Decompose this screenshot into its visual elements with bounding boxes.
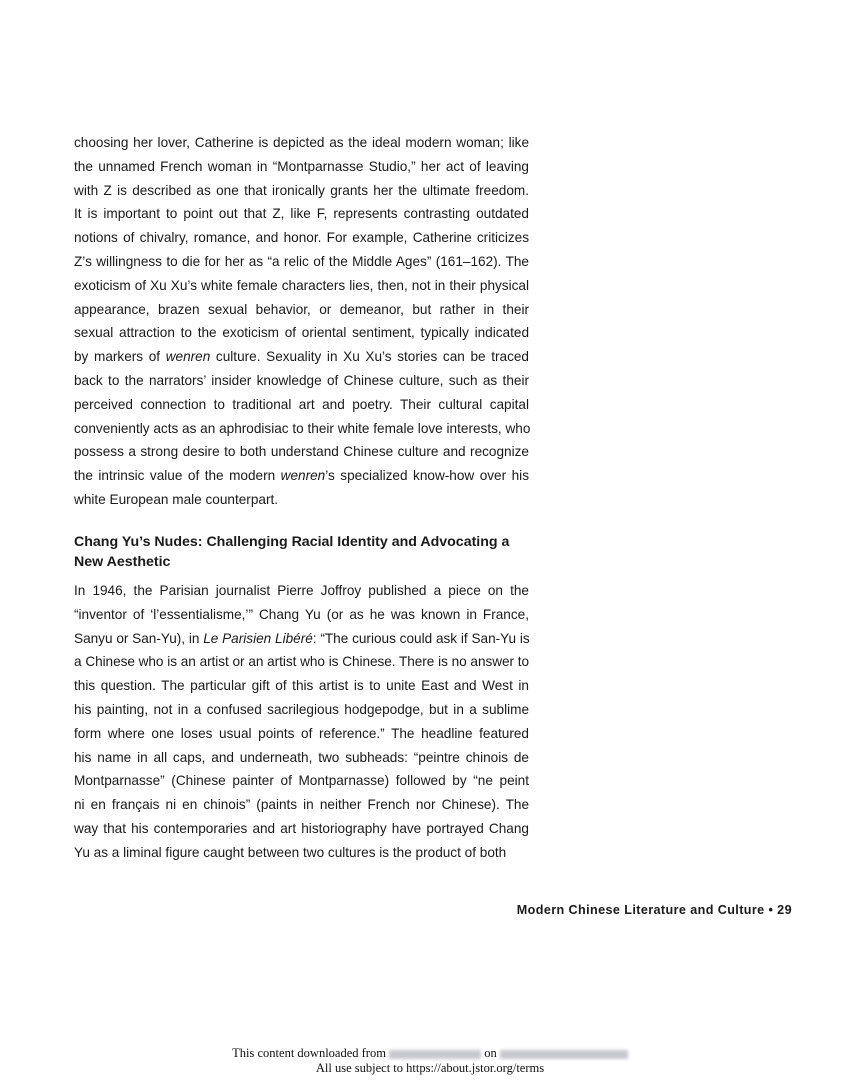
text-line: [74, 603, 529, 627]
text-line: [74, 488, 529, 512]
text-line: [74, 722, 529, 746]
text-line: [74, 393, 529, 417]
text-line: [74, 417, 529, 441]
text-segment: conveniently acts as an aphrodisiac to their white female love interests, who: [74, 420, 531, 436]
text-segment: choosing her lover, Catherine is depicted as the ideal modern woman; like: [74, 135, 529, 150]
download-notice: [0, 1046, 860, 1061]
text-line: [74, 746, 529, 770]
download-text-on: on: [481, 1046, 500, 1060]
text-line: [74, 321, 529, 345]
text-line: [74, 440, 529, 464]
text-segment: ni en français ni en chinois” (paints in neither French nor Chinese). The: [74, 797, 529, 813]
text-line: [74, 627, 529, 651]
text-segment: culture. Sexuality in Xu Xu’s stories can be traced: [210, 349, 529, 365]
text-segment: form where one loses usual points of reference.” The headline featured: [74, 725, 529, 741]
text-segment: Z’s willingness to die for her as “a relic of the Middle Ages” (161–162). The: [74, 253, 529, 269]
text-segment: perceived connection to traditional art and poetry. Their cultural capital: [74, 396, 529, 412]
heading-line: Chang Yu’s Nudes: Challenging Racial Identity and Advocating a: [74, 534, 510, 550]
text-segment: It is important to point out that Z, like F, represents contrasting outdated: [74, 206, 529, 222]
text-segment: a Chinese who is an artist or an artist who is Chinese. There is no answer to: [74, 654, 529, 670]
paragraph-1: [74, 131, 529, 512]
text-line: [74, 674, 529, 698]
text-segment: by markers of: [74, 349, 166, 365]
text-segment: his name in all caps, and underneath, two subheads: “peintre chinois de: [74, 749, 529, 765]
text-segment: Sanyu or San-Yu), in: [74, 630, 204, 646]
text-line: [74, 369, 529, 393]
paragraph-2: [74, 579, 529, 865]
text-line: [74, 698, 529, 722]
text-line: [74, 464, 529, 488]
text-segment: the intrinsic value of the modern: [74, 468, 281, 484]
text-segment: appearance, brazen sexual behavior, or demeanor, but rather in their: [74, 301, 529, 317]
text-segment: sexual attraction to the exoticism of oriental sentiment, typically indicated: [74, 325, 529, 341]
text-line: [74, 769, 529, 793]
text-line: [74, 179, 529, 203]
text-segment: exoticism of Xu Xu’s white female characters lies, then, not in their physical: [74, 277, 529, 293]
text-line: [74, 579, 529, 603]
text-segment: In 1946, the Parisian journalist Pierre Joffroy published a piece on the: [74, 583, 529, 598]
text-line: [74, 793, 529, 817]
text-line: [74, 298, 529, 322]
redacted-ip: [389, 1050, 481, 1059]
terms-notice: All use subject to https://about.jstor.org/terms: [315, 1061, 545, 1075]
text-line: [74, 155, 529, 179]
text-segment: ’s specialized know-how over his: [325, 468, 529, 484]
heading-line: New Aesthetic: [74, 554, 171, 570]
text-segment: “inventor of ‘l’essentialisme,’” Chang Yu (or as he was known in France,: [74, 606, 529, 622]
text-segment: way that his contemporaries and art historiography have portrayed Chang: [74, 820, 529, 836]
jstor-footer: [0, 1046, 860, 1076]
text-segment: Yu as a liminal figure caught between two cultures is the product of both: [74, 844, 507, 860]
text-line: [74, 131, 529, 155]
download-text: This content downloaded from: [232, 1046, 390, 1060]
text-segment: Montparnasse” (Chinese painter of Montparnasse) followed by “ne peint: [74, 773, 529, 789]
text-segment: possess a strong desire to both understand Chinese culture and recognize: [74, 444, 529, 460]
text-segment: notions of chivalry, romance, and honor. For example, Catherine criticizes: [74, 230, 529, 246]
text-segment: back to the narrators’ insider knowledge of Chinese culture, such as their: [74, 372, 529, 388]
italic-text: Le Parisien Libéré: [203, 630, 313, 646]
text-line: [74, 650, 529, 674]
italic-text: wenren: [280, 468, 326, 484]
text-segment: : “The curious could ask if San-Yu is: [312, 630, 530, 646]
text-segment: his painting, not in a confused sacrilegious hodgepodge, but in a sublime: [74, 701, 529, 717]
text-line: [74, 226, 529, 250]
text-line: [74, 202, 529, 226]
running-footer: Modern Chinese Literature and Culture • 29: [516, 903, 792, 917]
text-segment: this question. The particular gift of this artist is to unite East and West in: [74, 678, 529, 694]
text-segment: the unnamed French woman in “Montparnasse Studio,” her act of leaving: [74, 158, 529, 174]
redacted-date: [500, 1050, 628, 1059]
text-line: [74, 841, 529, 865]
text-segment: with Z is described as one that ironically grants her the ultimate freedom.: [74, 182, 529, 198]
section-heading: [74, 532, 529, 572]
text-line: [74, 250, 529, 274]
text-line: [74, 345, 529, 369]
text-line: [74, 817, 529, 841]
text-segment: white European male counterpart.: [74, 491, 279, 507]
text-line: [74, 274, 529, 298]
italic-text: wenren: [165, 349, 211, 365]
